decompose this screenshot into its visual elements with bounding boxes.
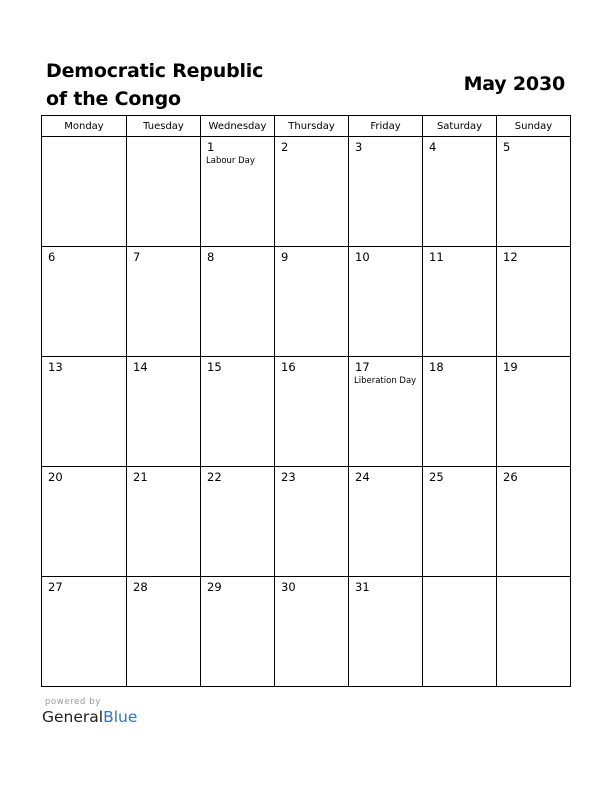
day-number: 31 — [355, 580, 370, 594]
day-cell — [349, 577, 423, 687]
day-number: 2 — [281, 140, 289, 154]
day-cell — [127, 357, 201, 467]
day-cell — [201, 577, 275, 687]
week-row — [42, 357, 571, 467]
day-number: 26 — [503, 470, 518, 484]
day-number: 18 — [429, 360, 444, 374]
day-number: 29 — [207, 580, 222, 594]
empty-day-cell — [423, 577, 497, 687]
day-number: 10 — [355, 250, 370, 264]
empty-day-cell — [127, 137, 201, 247]
day-number: 7 — [133, 250, 141, 264]
day-number: 14 — [133, 360, 148, 374]
weekday-header-tuesday: Tuesday — [127, 116, 201, 137]
calendar-grid — [41, 115, 571, 687]
day-cell — [423, 357, 497, 467]
weekday-header-thursday: Thursday — [275, 116, 349, 137]
day-cell — [201, 467, 275, 577]
day-number: 4 — [429, 140, 437, 154]
day-cell — [497, 357, 571, 467]
empty-day-cell — [497, 577, 571, 687]
day-cell — [127, 467, 201, 577]
country-title — [46, 57, 346, 113]
holiday-label: Liberation Day — [354, 376, 417, 386]
day-number: 25 — [429, 470, 444, 484]
day-number: 16 — [281, 360, 296, 374]
day-cell — [349, 467, 423, 577]
day-number: 27 — [48, 580, 63, 594]
day-cell — [497, 467, 571, 577]
day-cell — [349, 247, 423, 357]
day-number: 13 — [48, 360, 63, 374]
day-number: 3 — [355, 140, 363, 154]
day-number: 15 — [207, 360, 222, 374]
day-number: 17 — [355, 360, 370, 374]
day-number: 5 — [503, 140, 511, 154]
weekday-header-saturday: Saturday — [423, 116, 497, 137]
week-row — [42, 577, 571, 687]
month-year-title: May 2030 — [463, 73, 565, 95]
day-cell — [127, 577, 201, 687]
day-number: 1 — [207, 140, 215, 154]
weekday-header-monday: Monday — [42, 116, 127, 137]
day-number: 19 — [503, 360, 518, 374]
day-number: 8 — [207, 250, 215, 264]
country-title-line-2: of the Congo — [46, 88, 181, 110]
day-number: 21 — [133, 470, 148, 484]
day-cell — [42, 577, 127, 687]
day-cell — [42, 467, 127, 577]
day-number: 12 — [503, 250, 518, 264]
day-number: 20 — [48, 470, 63, 484]
day-cell — [275, 247, 349, 357]
day-number: 23 — [281, 470, 296, 484]
logo-text-general: General — [42, 708, 104, 726]
day-cell — [423, 467, 497, 577]
day-number: 30 — [281, 580, 296, 594]
day-cell — [275, 137, 349, 247]
day-number: 9 — [281, 250, 289, 264]
day-cell — [275, 357, 349, 467]
day-cell — [201, 357, 275, 467]
weekday-header-friday: Friday — [349, 116, 423, 137]
day-cell — [497, 137, 571, 247]
day-cell — [275, 467, 349, 577]
day-cell — [423, 137, 497, 247]
weekday-header-sunday: Sunday — [497, 116, 571, 137]
day-number: 24 — [355, 470, 370, 484]
empty-day-cell — [42, 137, 127, 247]
country-title-line-1: Democratic Republic — [46, 60, 264, 82]
day-cell — [349, 137, 423, 247]
day-cell — [349, 357, 423, 467]
day-cell — [423, 247, 497, 357]
holiday-label: Labour Day — [206, 156, 255, 166]
week-row — [42, 137, 571, 247]
day-number: 22 — [207, 470, 222, 484]
day-cell — [275, 577, 349, 687]
weekday-header-row — [42, 116, 571, 137]
week-row — [42, 247, 571, 357]
weekday-header-wednesday: Wednesday — [201, 116, 275, 137]
generalblue-logo[interactable] — [42, 708, 137, 726]
day-number: 6 — [48, 250, 56, 264]
day-cell — [42, 247, 127, 357]
powered-by-label: powered by — [45, 697, 101, 707]
logo-text-blue: Blue — [103, 708, 138, 726]
day-number: 11 — [429, 250, 444, 264]
calendar-body — [42, 137, 571, 687]
day-number: 28 — [133, 580, 148, 594]
week-row — [42, 467, 571, 577]
day-cell — [497, 247, 571, 357]
day-cell — [127, 247, 201, 357]
day-cell — [201, 247, 275, 357]
day-cell — [42, 357, 127, 467]
day-cell — [201, 137, 275, 247]
